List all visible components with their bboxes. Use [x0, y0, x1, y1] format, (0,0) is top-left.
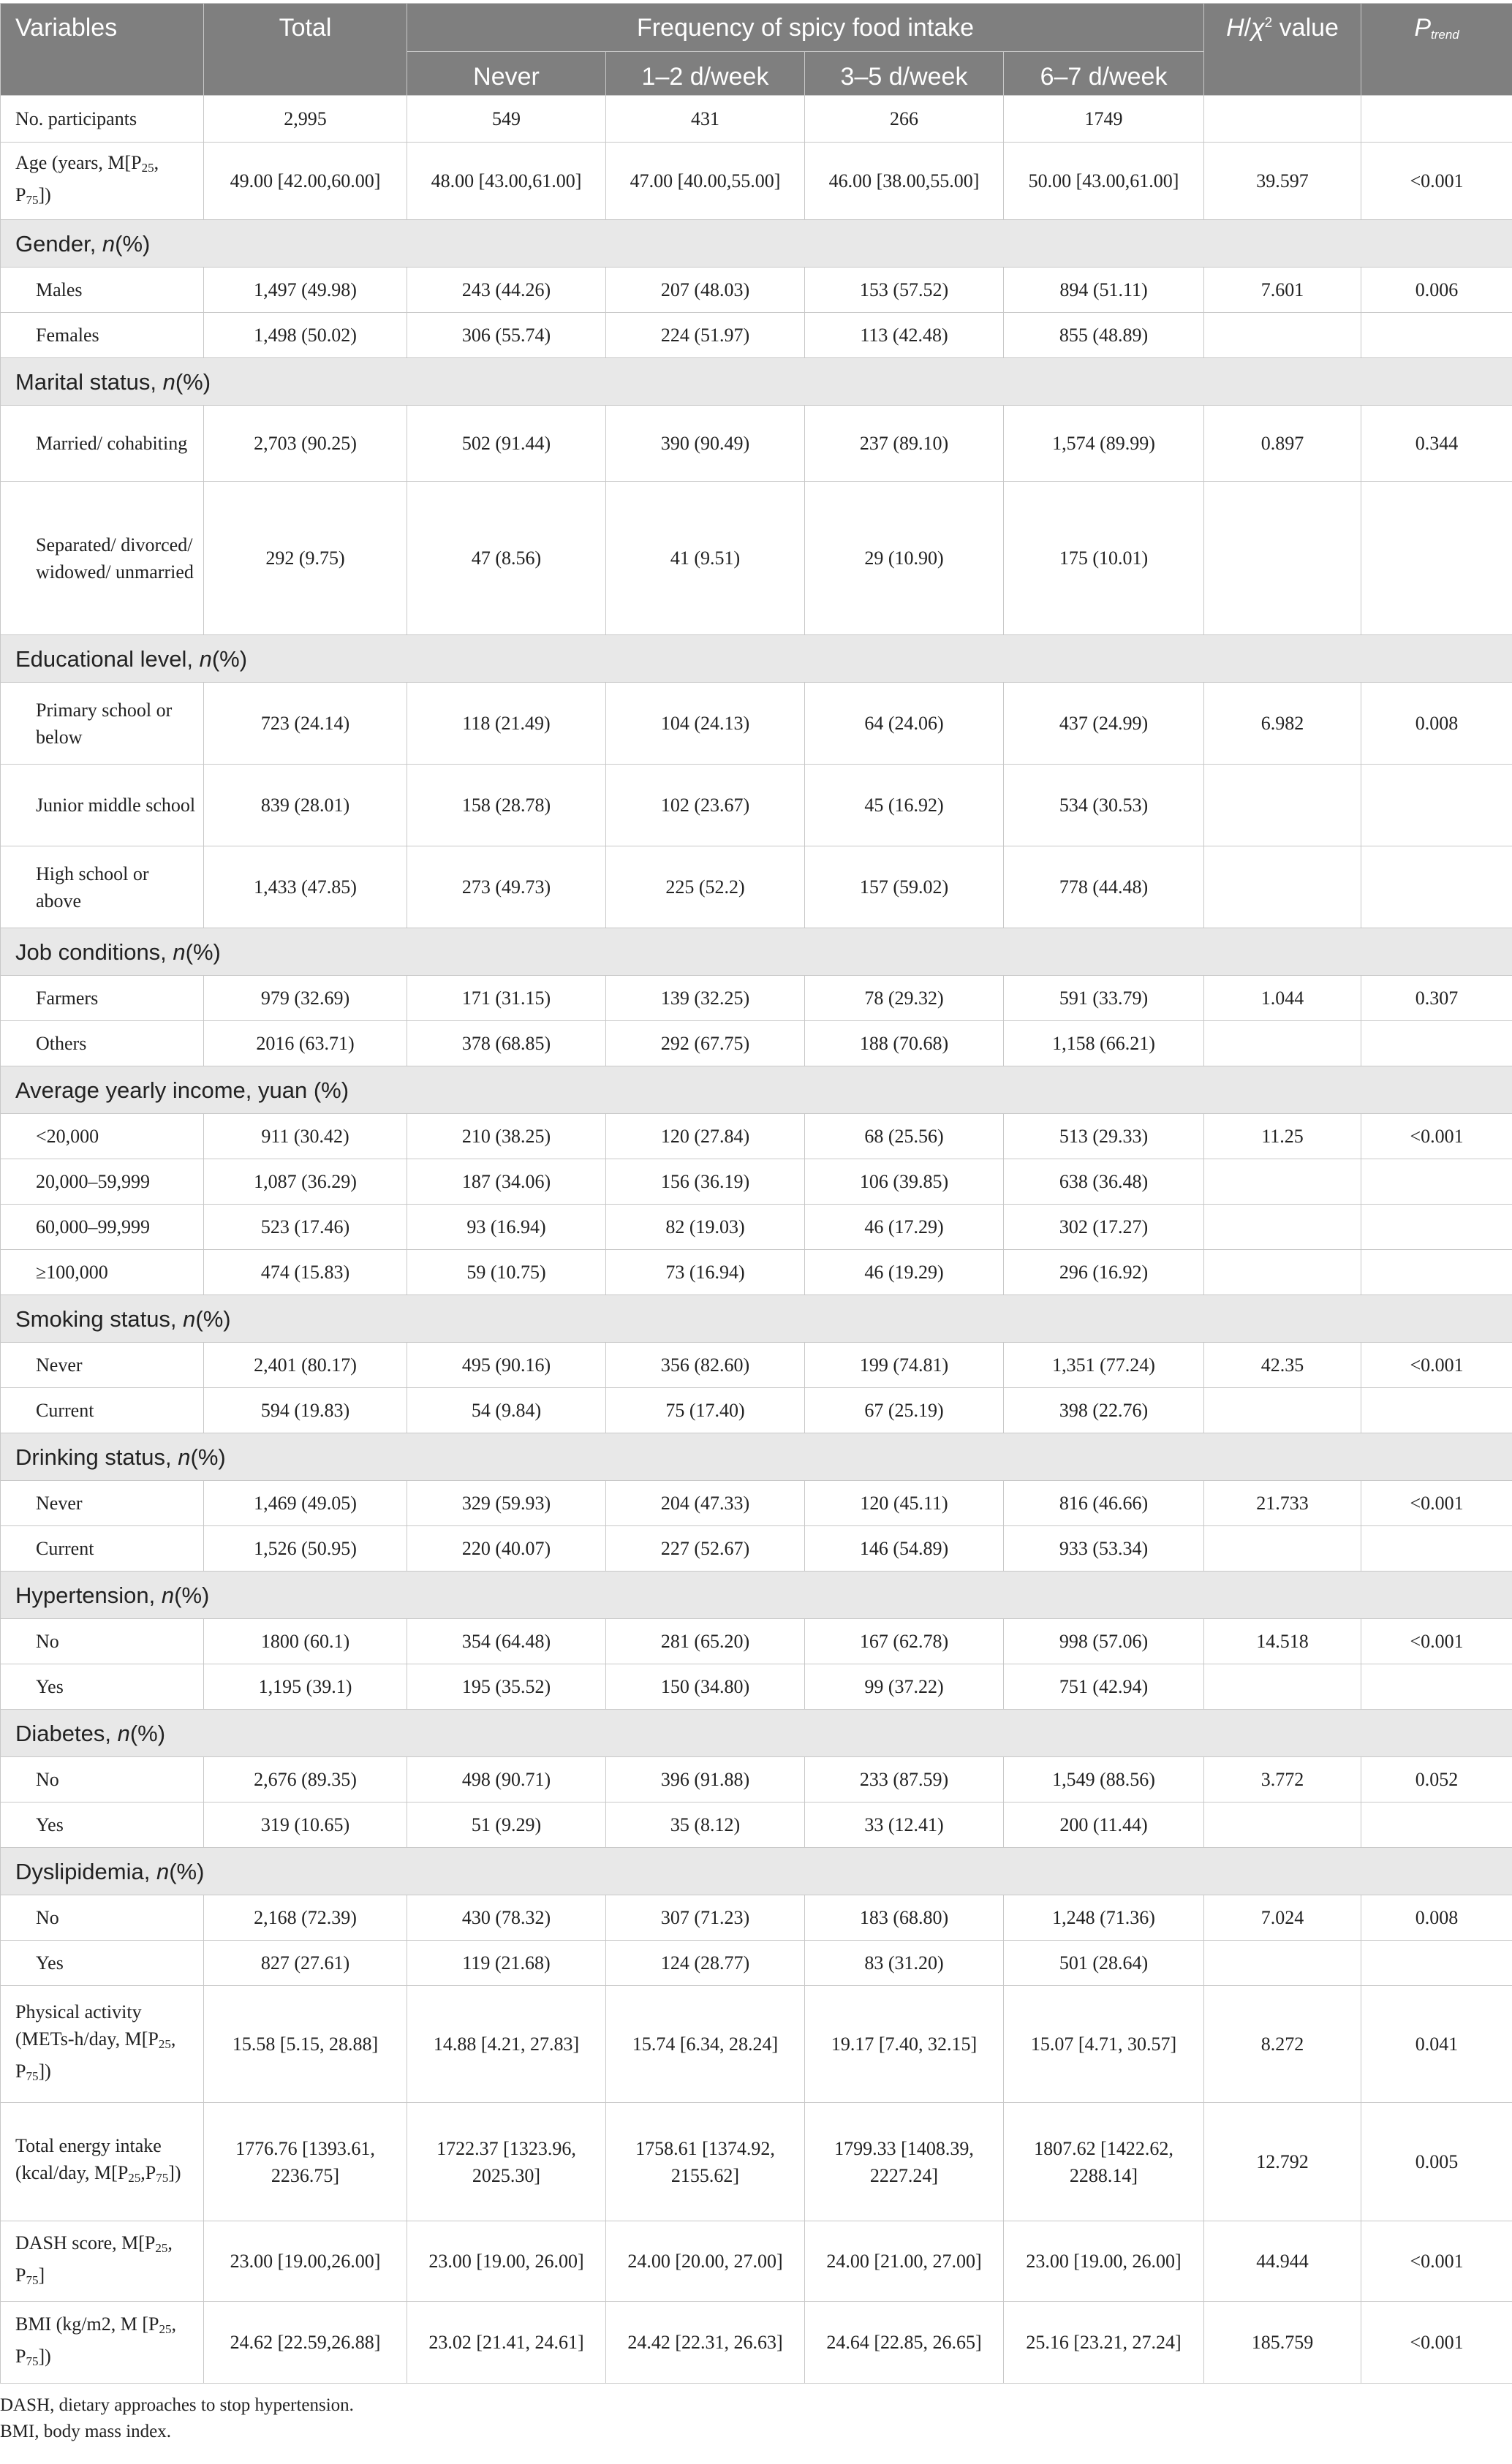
cell-statistic: [1204, 1802, 1361, 1848]
table-row: [1, 406, 1512, 482]
row-label: Primary school or below: [1, 683, 204, 765]
section-row: [1, 1710, 1512, 1757]
cell-3-5-per-week: 1799.33 [1408.39, 2227.24]: [805, 2103, 1004, 2221]
cell-p-trend: [1361, 1388, 1512, 1433]
cell-never: 54 (9.84): [407, 1388, 606, 1433]
header-variables: Variables: [1, 4, 204, 96]
row-label: Physical activity (METs-h/day, $M[P_{25}$, $P_{75}$]): [1, 1986, 204, 2103]
cell-p-trend: [1361, 1250, 1512, 1295]
section-row: [1, 220, 1512, 268]
cell-3-5-per-week: 24.00 [21.00, 27.00]: [805, 2221, 1004, 2302]
cell-total: 1800 (60.1): [204, 1619, 407, 1664]
cell-statistic: 7.024: [1204, 1895, 1361, 1941]
table-row: [1, 482, 1512, 635]
table-row: [1, 1021, 1512, 1066]
cell-1-2-per-week: 390 (90.49): [606, 406, 805, 482]
cell-3-5-per-week: 19.17 [7.40, 32.15]: [805, 1986, 1004, 2103]
characteristics-table: [0, 3, 1512, 2384]
section-label: Gender, n(%): [1, 220, 1512, 268]
cell-1-2-per-week: 227 (52.67): [606, 1526, 805, 1572]
cell-total: 292 (9.75): [204, 482, 407, 635]
cell-total: 1776.76 [1393.61, 2236.75]: [204, 2103, 407, 2221]
cell-6-7-per-week: 816 (46.66): [1004, 1481, 1204, 1526]
cell-3-5-per-week: 99 (37.22): [805, 1664, 1004, 1710]
cell-3-5-per-week: 24.64 [22.85, 26.65]: [805, 2302, 1004, 2384]
cell-1-2-per-week: 24.42 [22.31, 26.63]: [606, 2302, 805, 2384]
row-label: Current: [1, 1388, 204, 1433]
cell-statistic: 44.944: [1204, 2221, 1361, 2302]
cell-1-2-per-week: 204 (47.33): [606, 1481, 805, 1526]
row-label: Yes: [1, 1664, 204, 1710]
cell-6-7-per-week: 894 (51.11): [1004, 268, 1204, 313]
row-label: Total energy intake (kcal/day, $M[P_{25},P_{75}]$): [1, 2103, 204, 2221]
table-row: [1, 1114, 1512, 1159]
cell-p-trend: [1361, 1664, 1512, 1710]
cell-never: 495 (90.16): [407, 1343, 606, 1388]
cell-never: 171 (31.15): [407, 976, 606, 1021]
cell-never: 47 (8.56): [407, 482, 606, 635]
section-label: Average yearly income, yuan (%): [1, 1066, 1512, 1114]
header-freq-6-7: 6–7 d/week: [1004, 52, 1204, 96]
table-row: [1, 2103, 1512, 2221]
row-label: No: [1, 1757, 204, 1802]
cell-1-2-per-week: 75 (17.40): [606, 1388, 805, 1433]
cell-never: 59 (10.75): [407, 1250, 606, 1295]
header-frequency-group: Frequency of spicy food intake: [407, 4, 1204, 52]
cell-1-2-per-week: 139 (32.25): [606, 976, 805, 1021]
cell-6-7-per-week: 591 (33.79): [1004, 976, 1204, 1021]
cell-1-2-per-week: 224 (51.97): [606, 313, 805, 358]
cell-6-7-per-week: 50.00 [43.00,61.00]: [1004, 143, 1204, 220]
cell-total: 1,526 (50.95): [204, 1526, 407, 1572]
section-label: Marital status, n(%): [1, 358, 1512, 406]
cell-statistic: [1204, 765, 1361, 846]
cell-statistic: [1204, 96, 1361, 143]
table-row: [1, 143, 1512, 220]
cell-statistic: [1204, 313, 1361, 358]
section-label: Educational level, n(%): [1, 635, 1512, 683]
cell-p-trend: 0.008: [1361, 683, 1512, 765]
cell-1-2-per-week: 281 (65.20): [606, 1619, 805, 1664]
cell-1-2-per-week: 292 (67.75): [606, 1021, 805, 1066]
cell-total: 319 (10.65): [204, 1802, 407, 1848]
row-label: Never: [1, 1343, 204, 1388]
cell-3-5-per-week: 266: [805, 96, 1004, 143]
cell-total: 49.00 [42.00,60.00]: [204, 143, 407, 220]
cell-total: 2,703 (90.25): [204, 406, 407, 482]
header-statistic: $H/\chi^2$ value: [1204, 4, 1361, 96]
cell-total: 1,497 (49.98): [204, 268, 407, 313]
cell-never: 306 (55.74): [407, 313, 606, 358]
cell-total: 1,195 (39.1): [204, 1664, 407, 1710]
cell-p-trend: 0.006: [1361, 268, 1512, 313]
cell-3-5-per-week: 153 (57.52): [805, 268, 1004, 313]
row-label: DASH score, $M[P_{25}$, $P_{75}$]: [1, 2221, 204, 2302]
cell-total: 827 (27.61): [204, 1941, 407, 1986]
cell-1-2-per-week: 120 (27.84): [606, 1114, 805, 1159]
cell-statistic: [1204, 1526, 1361, 1572]
section-label: Hypertension, n(%): [1, 1572, 1512, 1619]
cell-p-trend: <0.001: [1361, 143, 1512, 220]
cell-never: 23.00 [19.00, 26.00]: [407, 2221, 606, 2302]
cell-p-trend: <0.001: [1361, 1619, 1512, 1664]
cell-total: 1,087 (36.29): [204, 1159, 407, 1205]
cell-p-trend: <0.001: [1361, 1481, 1512, 1526]
table-row: [1, 1619, 1512, 1664]
section-row: [1, 358, 1512, 406]
header-freq-never: Never: [407, 52, 606, 96]
section-row: [1, 1066, 1512, 1114]
row-label: <20,000: [1, 1114, 204, 1159]
cell-statistic: 8.272: [1204, 1986, 1361, 2103]
cell-statistic: 14.518: [1204, 1619, 1361, 1664]
cell-total: 911 (30.42): [204, 1114, 407, 1159]
cell-1-2-per-week: 150 (34.80): [606, 1664, 805, 1710]
cell-1-2-per-week: 156 (36.19): [606, 1159, 805, 1205]
table-row: [1, 846, 1512, 928]
cell-never: 23.02 [21.41, 24.61]: [407, 2302, 606, 2384]
cell-1-2-per-week: 104 (24.13): [606, 683, 805, 765]
cell-6-7-per-week: 1,248 (71.36): [1004, 1895, 1204, 1941]
row-label: Never: [1, 1481, 204, 1526]
cell-p-trend: [1361, 96, 1512, 143]
cell-p-trend: [1361, 1159, 1512, 1205]
cell-3-5-per-week: 67 (25.19): [805, 1388, 1004, 1433]
table-row: [1, 1802, 1512, 1848]
cell-statistic: 0.897: [1204, 406, 1361, 482]
cell-p-trend: [1361, 765, 1512, 846]
section-label: Diabetes, n(%): [1, 1710, 1512, 1757]
header-p-trend: $P_{trend}$: [1361, 4, 1512, 96]
cell-1-2-per-week: 47.00 [40.00,55.00]: [606, 143, 805, 220]
row-label: BMI (kg/m2, M [$P_{25}$, $P_{75}$]): [1, 2302, 204, 2384]
cell-never: 220 (40.07): [407, 1526, 606, 1572]
cell-6-7-per-week: 933 (53.34): [1004, 1526, 1204, 1572]
cell-never: 1722.37 [1323.96, 2025.30]: [407, 2103, 606, 2221]
cell-total: 523 (17.46): [204, 1205, 407, 1250]
cell-3-5-per-week: 146 (54.89): [805, 1526, 1004, 1572]
cell-6-7-per-week: 1,549 (88.56): [1004, 1757, 1204, 1802]
cell-total: 2,168 (72.39): [204, 1895, 407, 1941]
cell-statistic: 7.601: [1204, 268, 1361, 313]
cell-never: 549: [407, 96, 606, 143]
cell-1-2-per-week: 356 (82.60): [606, 1343, 805, 1388]
cell-1-2-per-week: 41 (9.51): [606, 482, 805, 635]
section-label: Smoking status, n(%): [1, 1295, 1512, 1343]
cell-never: 93 (16.94): [407, 1205, 606, 1250]
section-label: Job conditions, n(%): [1, 928, 1512, 976]
cell-3-5-per-week: 237 (89.10): [805, 406, 1004, 482]
table-row: [1, 1250, 1512, 1295]
table-row: [1, 96, 1512, 143]
table-row: [1, 2302, 1512, 2384]
cell-never: 430 (78.32): [407, 1895, 606, 1941]
row-label: Females: [1, 313, 204, 358]
cell-p-trend: 0.041: [1361, 1986, 1512, 2103]
cell-3-5-per-week: 29 (10.90): [805, 482, 1004, 635]
cell-1-2-per-week: 307 (71.23): [606, 1895, 805, 1941]
cell-6-7-per-week: 1,158 (66.21): [1004, 1021, 1204, 1066]
row-label: Yes: [1, 1802, 204, 1848]
cell-6-7-per-week: 296 (16.92): [1004, 1250, 1204, 1295]
cell-statistic: 1.044: [1204, 976, 1361, 1021]
table-header: [1, 4, 1512, 96]
row-label: Males: [1, 268, 204, 313]
table-row: [1, 1757, 1512, 1802]
row-label: Current: [1, 1526, 204, 1572]
cell-never: 273 (49.73): [407, 846, 606, 928]
cell-3-5-per-week: 120 (45.11): [805, 1481, 1004, 1526]
cell-6-7-per-week: 23.00 [19.00, 26.00]: [1004, 2221, 1204, 2302]
cell-p-trend: [1361, 1941, 1512, 1986]
cell-total: 1,498 (50.02): [204, 313, 407, 358]
row-label: No: [1, 1619, 204, 1664]
cell-3-5-per-week: 183 (68.80): [805, 1895, 1004, 1941]
header-total: Total: [204, 4, 407, 96]
table-row: [1, 1388, 1512, 1433]
cell-never: 158 (28.78): [407, 765, 606, 846]
cell-p-trend: <0.001: [1361, 1114, 1512, 1159]
cell-6-7-per-week: 15.07 [4.71, 30.57]: [1004, 1986, 1204, 2103]
table-row: [1, 1526, 1512, 1572]
cell-never: 502 (91.44): [407, 406, 606, 482]
cell-p-trend: [1361, 846, 1512, 928]
cell-p-trend: <0.001: [1361, 2221, 1512, 2302]
cell-statistic: [1204, 846, 1361, 928]
header-freq-1-2: 1–2 d/week: [606, 52, 805, 96]
cell-statistic: 185.759: [1204, 2302, 1361, 2384]
cell-p-trend: 0.052: [1361, 1757, 1512, 1802]
section-row: [1, 1572, 1512, 1619]
cell-total: 24.62 [22.59,26.88]: [204, 2302, 407, 2384]
cell-never: 498 (90.71): [407, 1757, 606, 1802]
cell-statistic: 42.35: [1204, 1343, 1361, 1388]
cell-6-7-per-week: 398 (22.76): [1004, 1388, 1204, 1433]
cell-never: 118 (21.49): [407, 683, 606, 765]
table-row: [1, 1986, 1512, 2103]
cell-3-5-per-week: 188 (70.68): [805, 1021, 1004, 1066]
cell-6-7-per-week: 751 (42.94): [1004, 1664, 1204, 1710]
cell-6-7-per-week: 1,574 (89.99): [1004, 406, 1204, 482]
row-label: Farmers: [1, 976, 204, 1021]
cell-p-trend: [1361, 1205, 1512, 1250]
cell-p-trend: 0.008: [1361, 1895, 1512, 1941]
cell-3-5-per-week: 106 (39.85): [805, 1159, 1004, 1205]
table-body: [1, 96, 1512, 2384]
cell-statistic: [1204, 1250, 1361, 1295]
cell-1-2-per-week: 124 (28.77): [606, 1941, 805, 1986]
cell-never: 243 (44.26): [407, 268, 606, 313]
table-row: [1, 683, 1512, 765]
cell-6-7-per-week: 25.16 [23.21, 27.24]: [1004, 2302, 1204, 2384]
cell-never: 51 (9.29): [407, 1802, 606, 1848]
cell-1-2-per-week: 207 (48.03): [606, 268, 805, 313]
cell-p-trend: [1361, 1802, 1512, 1848]
cell-total: 2,676 (89.35): [204, 1757, 407, 1802]
row-label: No: [1, 1895, 204, 1941]
table-row: [1, 268, 1512, 313]
cell-3-5-per-week: 78 (29.32): [805, 976, 1004, 1021]
cell-6-7-per-week: 302 (17.27): [1004, 1205, 1204, 1250]
cell-statistic: 3.772: [1204, 1757, 1361, 1802]
table-row: [1, 765, 1512, 846]
row-label: High school or above: [1, 846, 204, 928]
cell-3-5-per-week: 167 (62.78): [805, 1619, 1004, 1664]
table-row: [1, 1205, 1512, 1250]
cell-statistic: [1204, 1205, 1361, 1250]
cell-never: 48.00 [43.00,61.00]: [407, 143, 606, 220]
row-label: Others: [1, 1021, 204, 1066]
cell-total: 979 (32.69): [204, 976, 407, 1021]
row-label: ≥100,000: [1, 1250, 204, 1295]
cell-3-5-per-week: 46.00 [38.00,55.00]: [805, 143, 1004, 220]
row-label: 60,000–99,999: [1, 1205, 204, 1250]
cell-3-5-per-week: 83 (31.20): [805, 1941, 1004, 1986]
row-label: Junior middle school: [1, 765, 204, 846]
section-row: [1, 1433, 1512, 1481]
cell-p-trend: [1361, 1526, 1512, 1572]
cell-1-2-per-week: 396 (91.88): [606, 1757, 805, 1802]
cell-p-trend: <0.001: [1361, 1343, 1512, 1388]
cell-6-7-per-week: 1749: [1004, 96, 1204, 143]
cell-6-7-per-week: 1807.62 [1422.62, 2288.14]: [1004, 2103, 1204, 2221]
section-label: Dyslipidemia, n(%): [1, 1848, 1512, 1895]
table-row: [1, 313, 1512, 358]
footnote-bmi: BMI, body mass index.: [0, 2422, 172, 2441]
table-row: [1, 976, 1512, 1021]
cell-never: 187 (34.06): [407, 1159, 606, 1205]
cell-6-7-per-week: 855 (48.89): [1004, 313, 1204, 358]
cell-3-5-per-week: 113 (42.48): [805, 313, 1004, 358]
table-row: [1, 1159, 1512, 1205]
row-label: No. participants: [1, 96, 204, 143]
cell-total: 15.58 [5.15, 28.88]: [204, 1986, 407, 2103]
table-footnotes: [0, 2384, 1512, 2445]
cell-3-5-per-week: 68 (25.56): [805, 1114, 1004, 1159]
cell-statistic: 21.733: [1204, 1481, 1361, 1526]
cell-1-2-per-week: 82 (19.03): [606, 1205, 805, 1250]
cell-p-trend: [1361, 1021, 1512, 1066]
section-row: [1, 1848, 1512, 1895]
cell-p-trend: [1361, 313, 1512, 358]
cell-never: 119 (21.68): [407, 1941, 606, 1986]
cell-never: 14.88 [4.21, 27.83]: [407, 1986, 606, 2103]
cell-total: 594 (19.83): [204, 1388, 407, 1433]
cell-total: 2,401 (80.17): [204, 1343, 407, 1388]
cell-6-7-per-week: 998 (57.06): [1004, 1619, 1204, 1664]
cell-3-5-per-week: 233 (87.59): [805, 1757, 1004, 1802]
cell-6-7-per-week: 1,351 (77.24): [1004, 1343, 1204, 1388]
cell-total: 1,469 (49.05): [204, 1481, 407, 1526]
cell-statistic: [1204, 1159, 1361, 1205]
row-label: 20,000–59,999: [1, 1159, 204, 1205]
cell-1-2-per-week: 1758.61 [1374.92, 2155.62]: [606, 2103, 805, 2221]
cell-1-2-per-week: 431: [606, 96, 805, 143]
cell-statistic: [1204, 1021, 1361, 1066]
cell-6-7-per-week: 513 (29.33): [1004, 1114, 1204, 1159]
cell-total: 1,433 (47.85): [204, 846, 407, 928]
cell-3-5-per-week: 45 (16.92): [805, 765, 1004, 846]
cell-3-5-per-week: 199 (74.81): [805, 1343, 1004, 1388]
row-label: Yes: [1, 1941, 204, 1986]
cell-never: 210 (38.25): [407, 1114, 606, 1159]
cell-total: 2016 (63.71): [204, 1021, 407, 1066]
cell-3-5-per-week: 64 (24.06): [805, 683, 1004, 765]
cell-total: 23.00 [19.00,26.00]: [204, 2221, 407, 2302]
cell-statistic: 12.792: [1204, 2103, 1361, 2221]
cell-statistic: 11.25: [1204, 1114, 1361, 1159]
table-row: [1, 1481, 1512, 1526]
section-row: [1, 635, 1512, 683]
section-row: [1, 928, 1512, 976]
cell-6-7-per-week: 175 (10.01): [1004, 482, 1204, 635]
cell-1-2-per-week: 73 (16.94): [606, 1250, 805, 1295]
cell-total: 723 (24.14): [204, 683, 407, 765]
cell-statistic: 39.597: [1204, 143, 1361, 220]
cell-never: 329 (59.93): [407, 1481, 606, 1526]
cell-6-7-per-week: 778 (44.48): [1004, 846, 1204, 928]
cell-3-5-per-week: 46 (17.29): [805, 1205, 1004, 1250]
cell-1-2-per-week: 15.74 [6.34, 28.24]: [606, 1986, 805, 2103]
cell-never: 195 (35.52): [407, 1664, 606, 1710]
cell-3-5-per-week: 157 (59.02): [805, 846, 1004, 928]
cell-6-7-per-week: 437 (24.99): [1004, 683, 1204, 765]
cell-statistic: [1204, 1664, 1361, 1710]
cell-statistic: [1204, 1941, 1361, 1986]
cell-statistic: 6.982: [1204, 683, 1361, 765]
table-row: [1, 1941, 1512, 1986]
table-row: [1, 1895, 1512, 1941]
cell-3-5-per-week: 33 (12.41): [805, 1802, 1004, 1848]
cell-p-trend: 0.307: [1361, 976, 1512, 1021]
footnote-dash: DASH, dietary approaches to stop hypertension.: [0, 2395, 354, 2415]
cell-statistic: [1204, 1388, 1361, 1433]
cell-total: 474 (15.83): [204, 1250, 407, 1295]
cell-never: 378 (68.85): [407, 1021, 606, 1066]
cell-statistic: [1204, 482, 1361, 635]
section-row: [1, 1295, 1512, 1343]
section-label: Drinking status, n(%): [1, 1433, 1512, 1481]
cell-3-5-per-week: 46 (19.29): [805, 1250, 1004, 1295]
table-row: [1, 2221, 1512, 2302]
cell-1-2-per-week: 24.00 [20.00, 27.00]: [606, 2221, 805, 2302]
cell-6-7-per-week: 501 (28.64): [1004, 1941, 1204, 1986]
cell-1-2-per-week: 102 (23.67): [606, 765, 805, 846]
cell-6-7-per-week: 200 (11.44): [1004, 1802, 1204, 1848]
cell-total: 839 (28.01): [204, 765, 407, 846]
cell-total: 2,995: [204, 96, 407, 143]
cell-never: 354 (64.48): [407, 1619, 606, 1664]
cell-1-2-per-week: 35 (8.12): [606, 1802, 805, 1848]
table-row: [1, 1664, 1512, 1710]
header-freq-3-5: 3–5 d/week: [805, 52, 1004, 96]
row-label: Separated/ divorced/ widowed/ unmarried: [1, 482, 204, 635]
cell-p-trend: <0.001: [1361, 2302, 1512, 2384]
table-row: [1, 1343, 1512, 1388]
row-label: Married/ cohabiting: [1, 406, 204, 482]
cell-6-7-per-week: 638 (36.48): [1004, 1159, 1204, 1205]
cell-p-trend: [1361, 482, 1512, 635]
cell-1-2-per-week: 225 (52.2): [606, 846, 805, 928]
cell-p-trend: 0.344: [1361, 406, 1512, 482]
cell-p-trend: 0.005: [1361, 2103, 1512, 2221]
cell-6-7-per-week: 534 (30.53): [1004, 765, 1204, 846]
row-label: Age (years, $M[P_{25}$, $P_{75}$]): [1, 143, 204, 220]
